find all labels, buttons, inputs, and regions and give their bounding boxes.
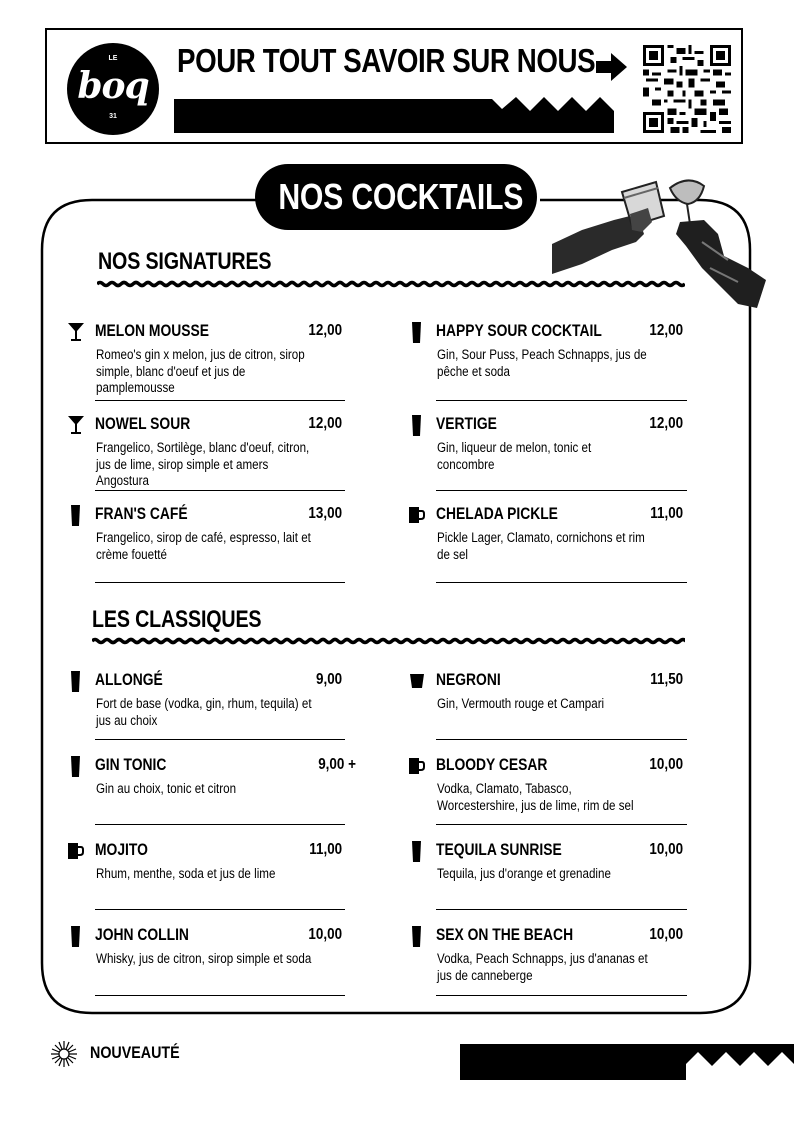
item-price: 11,00	[650, 505, 683, 522]
item-name: HAPPY SOUR COCKTAIL	[436, 322, 602, 340]
item-description: Gin au choix, tonic et citron	[96, 781, 237, 796]
item-name: GIN TONIC	[95, 756, 167, 774]
item-divider	[436, 582, 687, 583]
item-name: MELON MOUSSE	[95, 322, 209, 340]
item-divider	[436, 909, 687, 910]
item-price: 11,00	[309, 841, 342, 858]
logo-number: 31	[109, 113, 117, 120]
item-divider	[436, 400, 687, 401]
item-divider	[95, 824, 345, 825]
item-name: NEGRONI	[436, 671, 501, 689]
nouveaute-legend	[50, 1040, 180, 1073]
highball-glass-icon	[66, 756, 86, 776]
item-description: Gin, Sour Puss, Peach Schnapps, jus de pêche et soda	[437, 347, 647, 379]
beer-mug-icon	[407, 756, 427, 776]
item-price: 12,00	[308, 322, 342, 339]
footer-zigzag-bar	[460, 1044, 794, 1080]
item-description: Tequila, jus d'orange et grenadine	[437, 866, 611, 881]
item-description: Whisky, jus de citron, sirop simple et soda	[96, 951, 312, 966]
item-description: Rhum, menthe, soda et jus de lime	[96, 866, 276, 881]
item-name: NOWEL SOUR	[95, 415, 191, 433]
section-title-signatures: NOS SIGNATURES	[98, 248, 272, 275]
toasting-hands-illustration	[552, 172, 774, 312]
item-description: Gin, liqueur de melon, tonic et concombre	[437, 440, 592, 472]
item-description: Pickle Lager, Clamato, cornichons et rim de sel	[437, 530, 645, 562]
item-name: CHELADA PICKLE	[436, 505, 558, 523]
item-description: Vodka, Clamato, Tabasco, Worcestershire, jus de lime, rim de sel	[437, 781, 634, 813]
rocks-glass-icon	[407, 671, 427, 691]
nouveaute-label: NOUVEAUTÉ	[90, 1043, 180, 1062]
beer-mug-icon	[407, 505, 427, 525]
item-description: Frangelico, sirop de café, espresso, lait et crème fouetté	[96, 530, 311, 562]
item-divider	[95, 582, 345, 583]
item-price: 10,00	[649, 841, 683, 858]
item-divider	[436, 995, 687, 996]
item-name: SEX ON THE BEACH	[436, 926, 574, 944]
item-description: Frangelico, Sortilège, blanc d'oeuf, citron, jus de lime, sirop simple et amers Angostura	[96, 440, 310, 488]
logo-word: boq	[77, 65, 149, 107]
highball-glass-icon	[66, 671, 86, 691]
item-price: 9,00	[315, 671, 342, 688]
item-divider	[95, 995, 345, 996]
item-divider	[95, 490, 345, 491]
beer-mug-icon	[66, 841, 86, 861]
item-divider	[436, 739, 687, 740]
highball-glass-icon	[407, 322, 427, 342]
menu-title	[255, 164, 537, 230]
highball-glass-icon	[407, 926, 427, 946]
item-name: MOJITO	[95, 841, 148, 859]
item-name: TEQUILA SUNRISE	[436, 841, 562, 859]
header-title: POUR TOUT SAVOIR SUR NOUS	[177, 42, 596, 79]
item-price: 12,00	[649, 415, 683, 432]
item-name: ALLONGÉ	[95, 671, 163, 689]
highball-glass-icon	[66, 926, 86, 946]
item-divider	[95, 739, 345, 740]
item-price: 11,50	[650, 671, 683, 688]
section-wave-divider	[97, 279, 685, 289]
menu-title-text: NOS COCKTAILS	[278, 176, 524, 217]
section-wave-divider	[92, 636, 685, 646]
item-name: BLOODY CESAR	[436, 756, 548, 774]
item-name: JOHN COLLIN	[95, 926, 189, 944]
item-price: 12,00	[649, 322, 683, 339]
item-price: 12,00	[308, 415, 342, 432]
item-description: Romeo's gin x melon, jus de citron, sirop simple, blanc d'oeuf et jus de pamplemousse	[96, 347, 305, 395]
martini-glass-icon	[66, 415, 86, 435]
item-description: Fort de base (vodka, gin, rhum, tequila) et jus au choix	[96, 696, 312, 728]
item-price: 10,00	[649, 756, 683, 773]
item-price: 13,00	[308, 505, 342, 522]
martini-glass-icon	[66, 322, 86, 342]
item-divider	[436, 824, 687, 825]
item-divider	[95, 400, 345, 401]
item-name: FRAN'S CAFÉ	[95, 505, 188, 523]
item-price: 10,00	[308, 926, 342, 943]
item-description: Gin, Vermouth rouge et Campari	[437, 696, 605, 711]
item-price: 10,00	[649, 926, 683, 943]
item-divider	[95, 909, 345, 910]
item-description: Vodka, Peach Schnapps, jus d'ananas et jus de canneberge	[437, 951, 648, 983]
item-divider	[436, 490, 687, 491]
section-title-classiques: LES CLASSIQUES	[92, 606, 262, 633]
highball-glass-icon	[407, 415, 427, 435]
item-name: VERTIGE	[436, 415, 497, 433]
logo-le: LE	[108, 55, 118, 62]
highball-glass-icon	[407, 841, 427, 861]
item-price: 9,00 +	[318, 756, 356, 773]
starburst-icon	[50, 1040, 78, 1068]
highball-glass-icon	[66, 505, 86, 525]
